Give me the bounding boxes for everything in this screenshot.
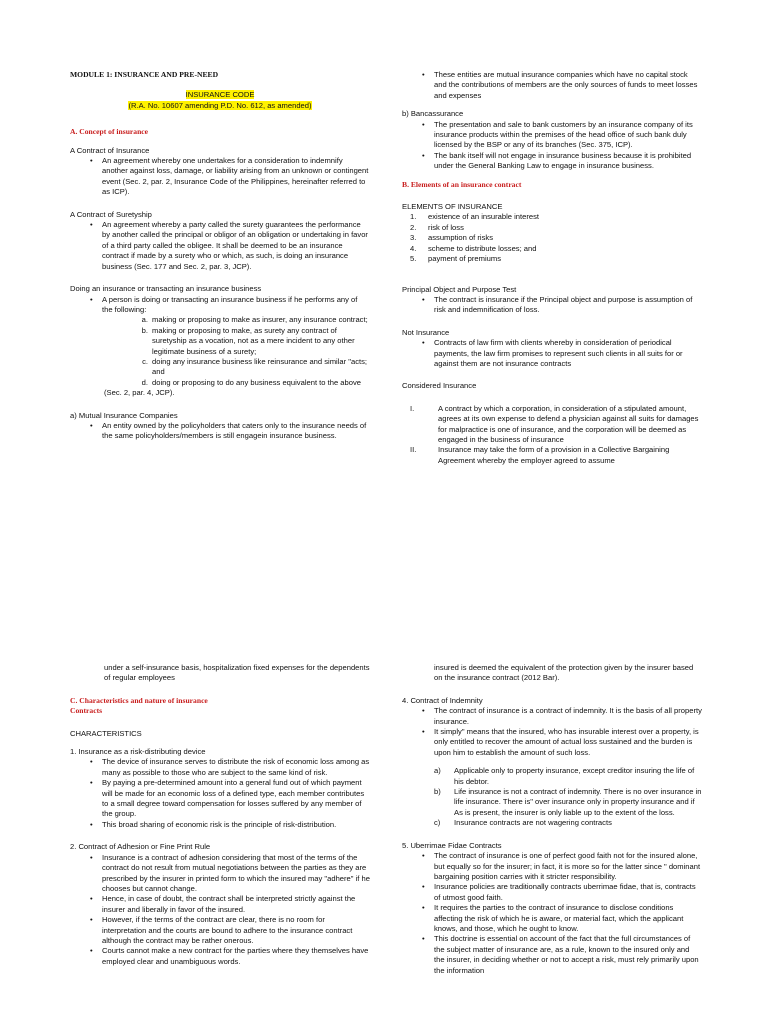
p1-left-column	[70, 70, 370, 442]
list-item: • The contract of insurance is one of perfect good faith not for the insured alone, but equally so for the insurer; in fact, it is more so for the latter since " dominant bargaining position carries with it stricter responsibility.	[402, 851, 702, 882]
list-item: • Hence, in case of doubt, the contract shall be interpreted strictly against the insurer and liberally in favor of the insured.	[70, 894, 370, 915]
list-item: • The contract of insurance is a contract of indemnity. It is the basis of all property insurance.	[402, 706, 702, 727]
right-continuation: insured is deemed the equivalent of the protection given by the insurer based on the insurance contract (2012 Bar).	[434, 663, 694, 683]
list-item: • By paying a pre-determined amount into a general fund out of which payment will be made for an economic loss of a defined type, each member contributes to a small degree toward compensation for losses suffered by any member of the group.	[70, 778, 370, 820]
doing-business-heading: Doing an insurance or transacting an insurance business	[70, 284, 262, 294]
list-item: b) Life insurance is not a contract of indemnity. There is no over insurance in life insurance. There is" over insurance only in property insurance and if As is present, the insurer is only liable up to the extent of the loss.	[434, 787, 702, 817]
list-item: • An agreement whereby a party called the surety guarantees the performance by another called the principal or obligor of an obligation or undertaking in favor of a third party called the obligee. It shall be deemed to be an insurance contract if made by a surety who or which, as such, is doing an insurance business (Sec. 177 and Sec. 2, par. 3, JCP).	[70, 220, 370, 272]
list-item: 1. existence of an insurable interest	[410, 212, 540, 222]
list-item: • Insurance policies are traditionally contracts uberrimae fidae, that is, contracts of utmost good faith.	[402, 882, 702, 903]
list-item: 2. risk of loss	[410, 222, 464, 232]
doing-business-sublist	[102, 315, 370, 388]
elements-list	[402, 212, 702, 264]
code-subtitle: (R.A. No. 10607 amending P.D. No. 612, as amended)	[128, 100, 312, 110]
contract-insurance-list	[70, 156, 370, 198]
list-item: • Insurance is a contract of adhesion considering that most of the terms of the contract do not result from mutual negotiations between the parties as they are prescribed by the insurer in printed form to which the insured may "adhere" if he chooses but cannot change.	[70, 853, 370, 895]
indemnity-sublist	[434, 766, 702, 828]
mutual-heading: a) Mutual Insurance Companies	[70, 410, 178, 420]
section-c-heading: C. Characteristics and nature of insurance Contracts	[70, 695, 208, 716]
characteristics-heading: CHARACTERISTICS	[70, 728, 142, 738]
section-b-heading: B. Elements of an insurance contract	[402, 179, 522, 189]
list-item: • However, if the terms of the contract are clear, there is no room for interpretation and the courts are bound to adhere to the insurance contract although the contract may be rather onerous.	[70, 915, 370, 946]
list-item: c. doing any insurance business like reinsurance and similar "acts; and	[142, 356, 368, 377]
list-item: a) Applicable only to property insurance, except creditor insuring the life of his debtor.	[434, 766, 695, 786]
not-insurance-heading: Not Insurance	[402, 327, 450, 337]
elements-heading: ELEMENTS OF INSURANCE	[402, 202, 503, 212]
considered-heading: Considered Insurance	[402, 381, 477, 391]
contract-suretyship-list	[70, 220, 370, 272]
contract-insurance-heading: A Contract of Insurance	[70, 145, 150, 155]
bancassurance-list	[402, 120, 702, 172]
list-item: 4. scheme to distribute losses; and	[410, 243, 537, 253]
indemnity-list	[402, 706, 702, 758]
list-item: • This broad sharing of economic risk is the principle of risk-distribution.	[70, 820, 370, 830]
page-2	[0, 512, 768, 1024]
contract-suretyship-heading: A Contract of Suretyship	[70, 209, 152, 219]
indemnity-heading: 4. Contract of Indemnity	[402, 695, 483, 705]
doing-business-list	[70, 295, 370, 316]
uberrimae-list	[402, 851, 702, 976]
principal-heading: Principal Object and Purpose Test	[402, 284, 517, 294]
list-item: • The presentation and sale to bank customers by an insurance company of its insurance products within the premises of the head office of such bank duly licensed by the BSP or any of its branches (Sec. 375, ICP).	[402, 120, 702, 151]
adhesion-heading: 2. Contract of Adhesion or Fine Print Rule	[70, 842, 211, 852]
list-item: • It requires the parties to the contract of insurance to disclose conditions affecting the risk of which he is aware, or material fact, which the applicant knows, and those, which he ought to know.	[402, 903, 702, 934]
list-item: • The contract is insurance if the Principal object and purpose is assumption of risk and indemnification of loss.	[402, 295, 702, 316]
risk-list	[70, 757, 370, 830]
list-item: • An entity owned by the policyholders that caters only to the insurance needs of the same policyholders/members is still engagein insurance business.	[70, 421, 370, 442]
list-item: • Contracts of law firm with clients whereby in consideration of periodical payments, the law firm promises to represent such clients in all suits for or against them are not insurance contracts	[402, 338, 702, 369]
list-item: • A person is doing or transacting an insurance business if he performs any of the following:	[70, 295, 370, 316]
code-title: INSURANCE CODE	[185, 90, 255, 100]
section-a-heading: A. Concept of insurance	[70, 127, 149, 137]
considered-list	[402, 404, 702, 466]
doing-business-citation: (Sec. 2, par. 4, JCP).	[104, 388, 175, 398]
bancassurance-heading: b) Bancassurance	[402, 109, 464, 119]
list-item: c) Insurance contracts are not wagering contracts	[434, 818, 612, 828]
list-item: d. doing or proposing to do any business equivalent to the above	[141, 377, 361, 387]
not-insurance-list	[402, 338, 702, 369]
module-title: MODULE 1: INSURANCE AND PRE-NEED	[70, 70, 219, 79]
list-item: I. A contract by which a corporation, in consideration of a stipulated amount, agrees at its own expense to defend a physician against all suits for damages for malpractice is one of insurance, and the corporation will be deemed as engaged in the business of insurance	[410, 403, 699, 444]
list-item: • An agreement whereby one undertakes for a consideration to indemnify another against loss, damage, or liability arising from an unknown or contingent event (Sec. 2, par. 2, Insurance Code of the Philippines, hereinafter referred to as ICP).	[70, 156, 370, 198]
p2-left-column	[70, 663, 370, 967]
list-item: • It simply" means that the insured, who has insurable interest over a property, is only entitled to recover the amount of actual loss sustained and the burden is upon him to establish the amount of such loss.	[402, 727, 702, 758]
mutual-list	[70, 421, 370, 442]
list-item: 3. assumption of risks	[410, 233, 493, 243]
list-item: • The device of insurance serves to distribute the risk of economic loss among as many as possible to those who are subject to the same kind of risk.	[70, 757, 370, 778]
mutual-cont-list	[402, 70, 702, 101]
list-item: • The bank itself will not engage in insurance business because it is prohibited under the General Banking Law to engage in insurance business.	[402, 151, 702, 172]
list-item: • These entities are mutual insurance companies which have no capital stock and the contributions of members are the only sources of funds to meet losses and expenses	[402, 70, 702, 101]
uberrimae-heading: 5. Uberrimae Fidae Contracts	[402, 840, 502, 850]
list-item: b. making or proposing to make, as surety any contract of suretyship as a vocation, not as a mere incident to any other legitimate business of a surety;	[141, 325, 355, 356]
adhesion-list	[70, 853, 370, 967]
list-item: • Courts cannot make a new contract for the parties where they themselves have employed clear and unambiguous words.	[70, 946, 370, 967]
list-item: II. Insurance may take the form of a provision in a Collective Bargaining Agreement whereby the employer agreed to assume	[410, 445, 670, 465]
code-title-block	[70, 90, 370, 111]
principal-list	[402, 295, 702, 316]
list-item: • This doctrine is essential on account of the fact that the full circumstances of the subject matter of insurance are, as a rule, known to the insured only and the insurer, in deciding whether or not to accept a risk, must rely primarily upon the information	[402, 934, 702, 976]
list-item: a. making or proposing to make as insurer, any insurance contract;	[141, 315, 368, 325]
p1-right-column	[402, 70, 702, 466]
list-item: 5. payment of premiums	[410, 254, 502, 264]
p2-right-column	[402, 663, 702, 976]
risk-heading: 1. Insurance as a risk-distributing device	[70, 747, 206, 757]
left-continuation: under a self-insurance basis, hospitalization fixed expenses for the dependents of regular employees	[104, 663, 370, 683]
